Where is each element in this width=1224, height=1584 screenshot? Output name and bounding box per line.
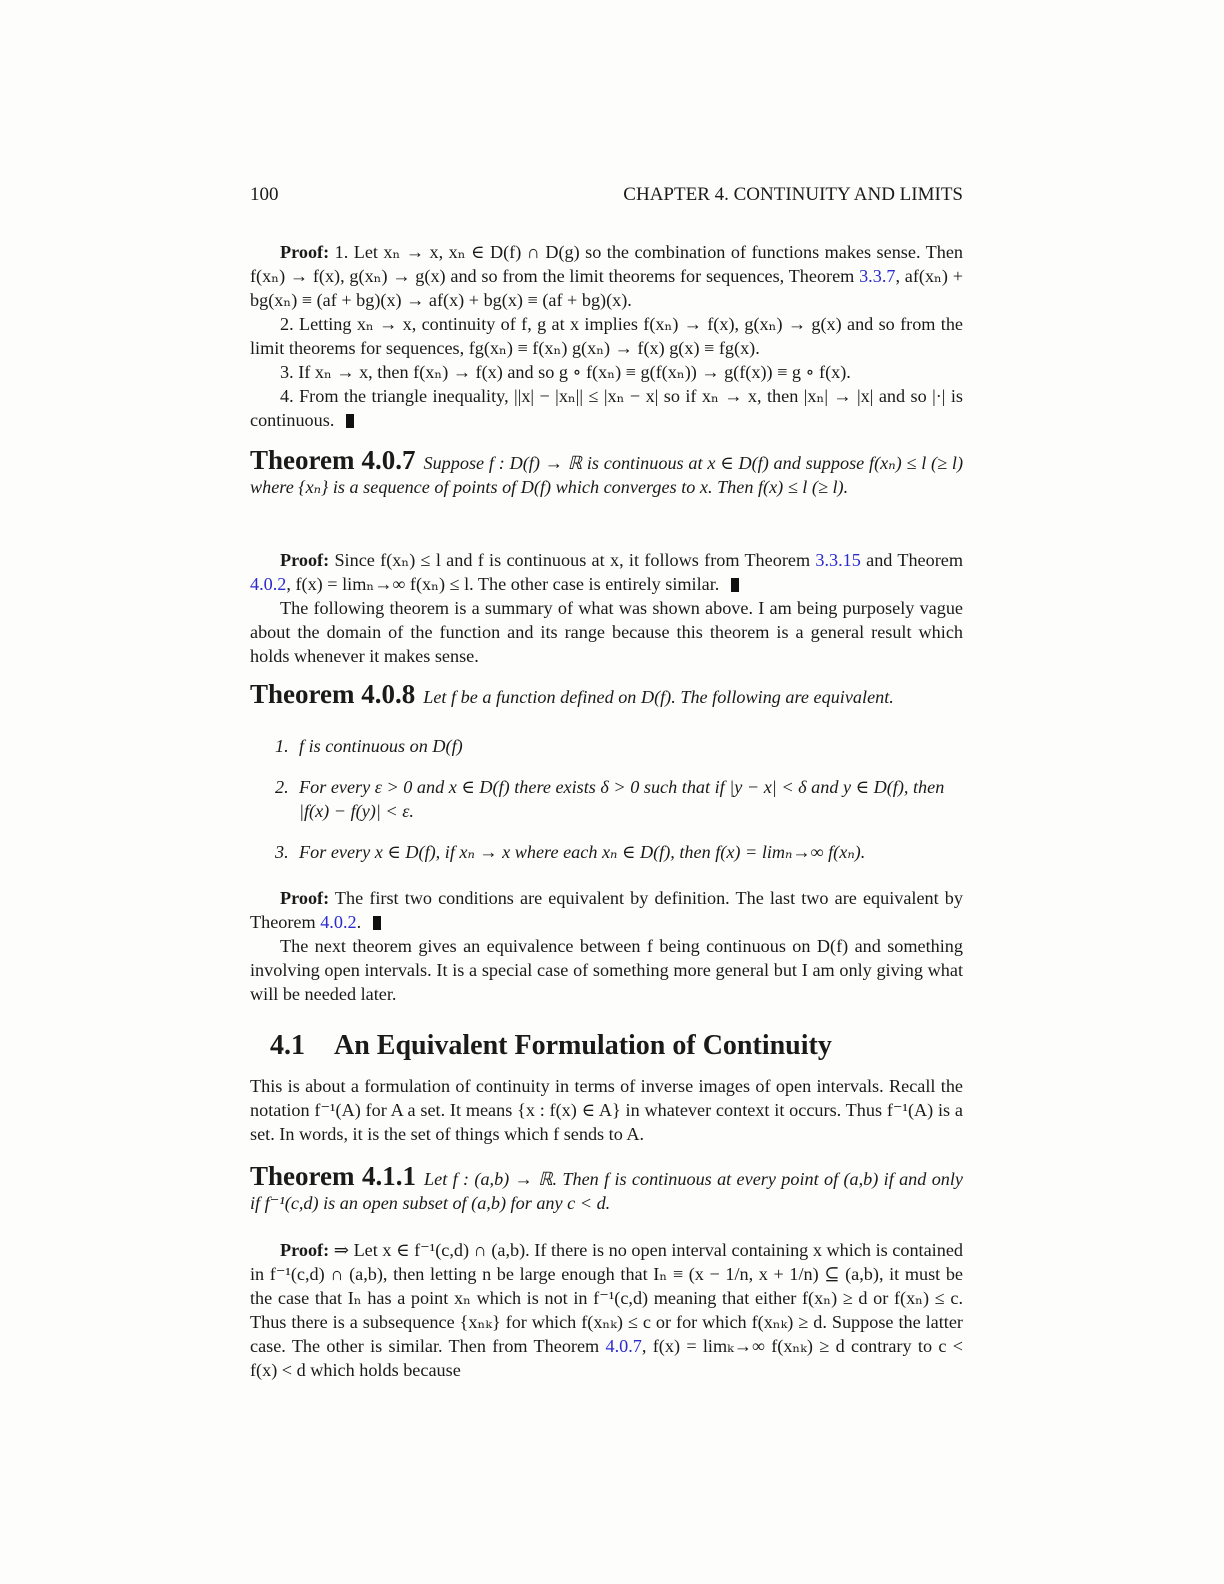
page-number: 100 xyxy=(250,184,279,205)
qed-mark xyxy=(731,578,739,592)
list-text: For every x ∈ D(f), if xₙ → x where each xₙ ∈ D(f), then f(x) = limₙ→∞ f(xₙ). xyxy=(299,842,866,862)
theorem-heading: Theorem 4.1.1 xyxy=(250,1161,417,1191)
proof-part-3: 3. If xₙ → x, then f(xₙ) → f(x) and so g ∘ f(xₙ) ≡ g(f(xₙ)) → g(f(x)) ≡ g ∘ f(x). xyxy=(280,362,851,382)
proof-limit-theorems xyxy=(250,240,963,432)
theorem-4-1-1 xyxy=(250,1161,964,1215)
qed-mark xyxy=(373,916,381,930)
chapter-title: CHAPTER 4. CONTINUITY AND LIMITS xyxy=(623,184,963,205)
list-number: 3. xyxy=(275,842,289,862)
equivalence-list xyxy=(275,734,963,881)
qed-mark xyxy=(346,414,354,428)
list-number: 2. xyxy=(275,777,289,797)
proof-part-1 xyxy=(250,240,963,312)
ref-link-4-0-2[interactable]: 4.0.2 xyxy=(320,912,357,932)
theorem-heading: Theorem 4.0.8 xyxy=(250,679,416,709)
section-heading xyxy=(270,1030,983,1062)
proof-label: Proof: xyxy=(280,550,330,570)
proof-text: and Theorem xyxy=(860,550,963,570)
list-item xyxy=(275,840,963,864)
proof-text: Since f(xₙ) ≤ l and f is continuous at x, it follows from Theorem xyxy=(329,550,816,570)
theorem-body: Suppose f : D(f) → ℝ is continuous at x ∈ D(f) and suppose f(xₙ) ≤ l (≥ l) where {xₙ} is a sequence of points of D(f) which converges to x. Then f(x) ≤ l (≥ l). xyxy=(250,453,963,497)
theorem-statement xyxy=(250,445,963,499)
summary-paragraph: The following theorem is a summary of what was shown above. I am being purposely vague about the domain of the function and its range because this theorem is a general result which holds whenever it makes sense. xyxy=(250,598,963,666)
list-text: For every ε > 0 and x ∈ D(f) there exists δ > 0 such that if |y − x| < δ and y ∈ D(f), then |f(x) − f(y)| < ε. xyxy=(299,777,945,821)
proof-theorem-4-0-8 xyxy=(250,886,963,1006)
proof-part-4 xyxy=(250,384,963,432)
proof-label: Proof: xyxy=(280,1240,330,1260)
proof-text: , f(x) = limₙ→∞ f(xₙ) ≤ l. The other case is entirely similar. xyxy=(286,574,720,594)
proof-text: , af(xₙ) + bg(xₙ) ≡ (af + bg)(x) → af(x) + bg(x) ≡ (af + bg)(x). xyxy=(250,266,963,310)
proof-text: ⇒ Let x ∈ f⁻¹(c,d) ∩ (a,b). If there is no open interval containing x which is contained in f⁻¹(c,d) ∩ (a,b), then letting n be large enough that Iₙ ≡ (x − 1/n, x + 1/n) ⊆ (a,b), it must be the case that Iₙ has a point xₙ which is not in f⁻¹(c,d) meaning that either f(xₙ) ≥ d or f(xₙ) ≤ c. Thus there is a subsequence {xₙₖ} for which f(xₙₖ) ≤ c or for which f(xₙₖ) ≥ d. Suppose the latter case. The other is similar. Then from Theorem xyxy=(250,1240,963,1356)
proof-text: 4. From the triangle inequality, ||x| − |xₙ|| ≤ |xₙ − x| so if xₙ → x, then |xₙ| → |x| and so |·| is continuous. xyxy=(250,386,963,430)
section-intro xyxy=(250,1074,963,1146)
theorem-statement xyxy=(250,1161,964,1215)
proof-part-2: 2. Letting xₙ → x, continuity of f, g at x implies f(xₙ) → f(x), g(xₙ) → g(x) and so from the limit theorems for sequences, fg(xₙ) ≡ f(xₙ) g(xₙ) → f(x) g(x) ≡ fg(x). xyxy=(250,314,963,358)
ref-link-4-0-7[interactable]: 4.0.7 xyxy=(605,1336,642,1356)
next-theorem-paragraph: The next theorem gives an equivalence between f being continuous on D(f) and something involving open intervals. It is a special case of something more general but I am only giving what will be needed later. xyxy=(250,936,963,1004)
theorem-body: Let f be a function defined on D(f). The following are equivalent. xyxy=(423,687,894,707)
proof-theorem-4-1-1 xyxy=(250,1238,963,1382)
section-title: An Equivalent Formulation of Continuity xyxy=(334,1030,832,1061)
theorem-body: Let f : (a,b) → ℝ. Then f is continuous at every point of (a,b) if and only if f⁻¹(c,d) is an open subset of (a,b) for any c < d. xyxy=(250,1169,964,1213)
proof-text: . xyxy=(356,912,362,932)
proof-label: Proof: xyxy=(280,242,330,262)
proof-text: , f(x) = limₖ→∞ f(xₙₖ) ≥ d contrary to c < f(x) < d which holds because xyxy=(250,1336,963,1380)
proof-paragraph xyxy=(250,1238,963,1382)
proof-paragraph xyxy=(250,886,963,934)
ref-link-3-3-15[interactable]: 3.3.15 xyxy=(815,550,861,570)
section-paragraph: This is about a formulation of continuity in terms of inverse images of open intervals. Recall the notation f⁻¹(A) for A a set. It means {x : f(x) ∈ A} in whatever context it occurs. Thus f⁻¹(A) is a set. In words, it is the set of things which f sends to A. xyxy=(250,1076,963,1144)
list-item xyxy=(275,775,963,823)
list-number: 1. xyxy=(275,736,289,756)
proof-theorem-4-0-7 xyxy=(250,548,963,668)
theorem-4-0-8 xyxy=(250,679,963,709)
proof-label: Proof: xyxy=(280,888,330,908)
running-head xyxy=(250,184,963,206)
section-number: 4.1 xyxy=(270,1030,305,1061)
proof-paragraph xyxy=(250,548,963,596)
theorem-statement xyxy=(250,679,963,709)
ref-link-3-3-7[interactable]: 3.3.7 xyxy=(859,266,896,286)
proof-text: 1. Let xₙ → x, xₙ ∈ D(f) ∩ D(g) so the combination of functions makes sense. Then f(xₙ) → f(x), g(xₙ) → g(x) and so from the limit theorems for sequences, Theorem xyxy=(250,242,964,286)
list-item xyxy=(275,734,963,758)
ref-link-4-0-2[interactable]: 4.0.2 xyxy=(250,574,287,594)
theorem-4-0-7 xyxy=(250,445,963,499)
theorem-heading: Theorem 4.0.7 xyxy=(250,445,416,475)
list-text: f is continuous on D(f) xyxy=(299,736,463,756)
proof-text: The first two conditions are equivalent by definition. The last two are equivalent by Theorem xyxy=(250,888,963,932)
